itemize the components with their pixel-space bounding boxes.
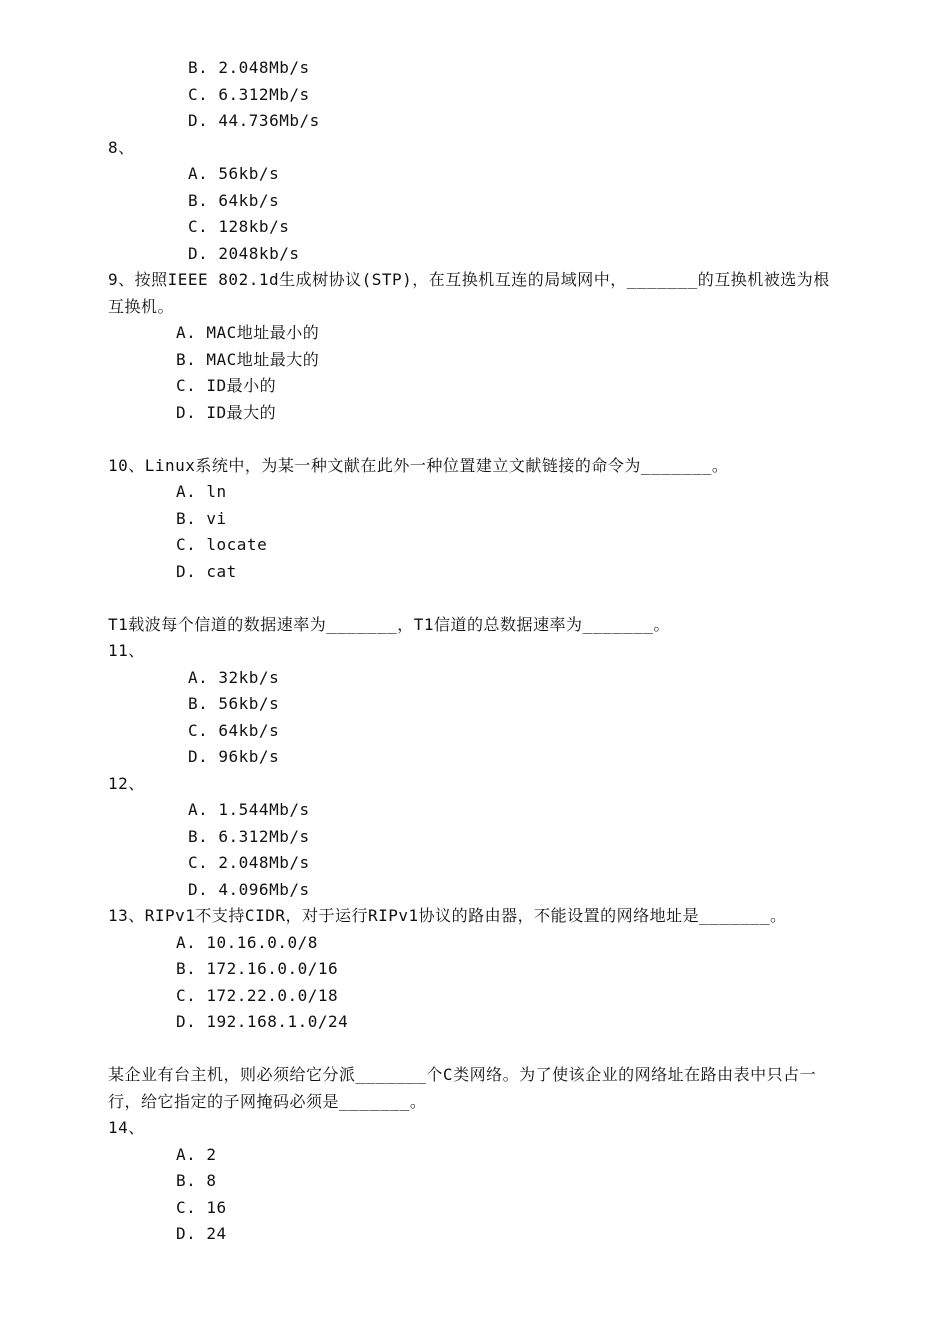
option-c: C. 16 <box>176 1197 227 1217</box>
spacer <box>0 1036 950 1063</box>
question-label: 14、 <box>108 1118 145 1137</box>
question-12 <box>0 771 950 904</box>
option-c: C. 2.048Mb/s <box>188 853 310 872</box>
exam-page <box>0 55 950 1248</box>
question-label: 11、 <box>108 641 145 660</box>
enterprise-intro-text: 某企业有台主机，则必须给它分派_______个C类网络。为了使该企业的网络址在路由表中只占一行，给它指定的子网掩码必须是_______。 <box>108 1065 817 1111</box>
option-a: A. 32kb/s <box>188 667 280 687</box>
question-text: 10、Linux系统中，为某一种文献在此外一种位置建立文献链接的命令为_______。 <box>108 455 729 475</box>
question-10 <box>0 453 950 586</box>
option-b: B. MAC地址最大的 <box>176 349 320 369</box>
option-b: B. vi <box>176 508 227 528</box>
option-d: D. ID最大的 <box>176 402 277 422</box>
question-text: 13、RIPv1不支持CIDR，对于运行RIPv1协议的路由器，不能设置的网络地址是_______。 <box>108 906 787 925</box>
option-d: D. cat <box>176 561 237 581</box>
option-d: D. 44.736Mb/s <box>188 111 320 130</box>
option-a: A. ln <box>176 482 227 501</box>
question-label: 12、 <box>108 773 145 793</box>
option-d: D. 96kb/s <box>188 747 280 766</box>
option-c: C. locate <box>176 535 268 554</box>
question-8 <box>0 135 950 268</box>
option-a: A. 1.544Mb/s <box>188 800 310 819</box>
t1-intro-text: T1载波每个信道的数据速率为_______，T1信道的总数据速率为_______。 <box>108 614 670 634</box>
spacer <box>0 426 950 453</box>
option-b: B. 6.312Mb/s <box>188 826 310 846</box>
option-b: B. 8 <box>176 1171 217 1190</box>
option-c: C. ID最小的 <box>176 376 277 395</box>
option-b: B. 64kb/s <box>188 190 280 210</box>
option-b: B. 56kb/s <box>188 694 280 713</box>
option-b: B. 2.048Mb/s <box>188 58 310 77</box>
option-c: C. 128kb/s <box>188 217 290 236</box>
option-a: A. 2 <box>176 1144 217 1164</box>
option-d: D. 192.168.1.0/24 <box>176 1012 349 1031</box>
option-c: C. 172.22.0.0/18 <box>176 985 339 1005</box>
option-c: C. 64kb/s <box>188 720 280 740</box>
option-d: D. 4.096Mb/s <box>188 879 310 899</box>
question-label: 8、 <box>108 137 135 157</box>
question-14 <box>0 1115 950 1248</box>
option-b: B. 172.16.0.0/16 <box>176 959 339 978</box>
option-list-continued <box>0 55 950 135</box>
question-13 <box>0 903 950 1036</box>
question-9 <box>0 267 950 426</box>
question-11 <box>0 638 950 771</box>
option-a: A. 10.16.0.0/8 <box>176 932 318 952</box>
option-d: D. 2048kb/s <box>188 243 300 263</box>
spacer <box>0 585 950 612</box>
option-a: A. MAC地址最小的 <box>176 323 320 342</box>
option-c: C. 6.312Mb/s <box>188 84 310 104</box>
option-d: D. 24 <box>176 1224 227 1243</box>
option-a: A. 56kb/s <box>188 164 280 183</box>
question-text: 9、按照IEEE 802.1d生成树协议(STP)，在互换机互连的局域网中，_______的互换机被选为根互换机。 <box>108 270 830 316</box>
